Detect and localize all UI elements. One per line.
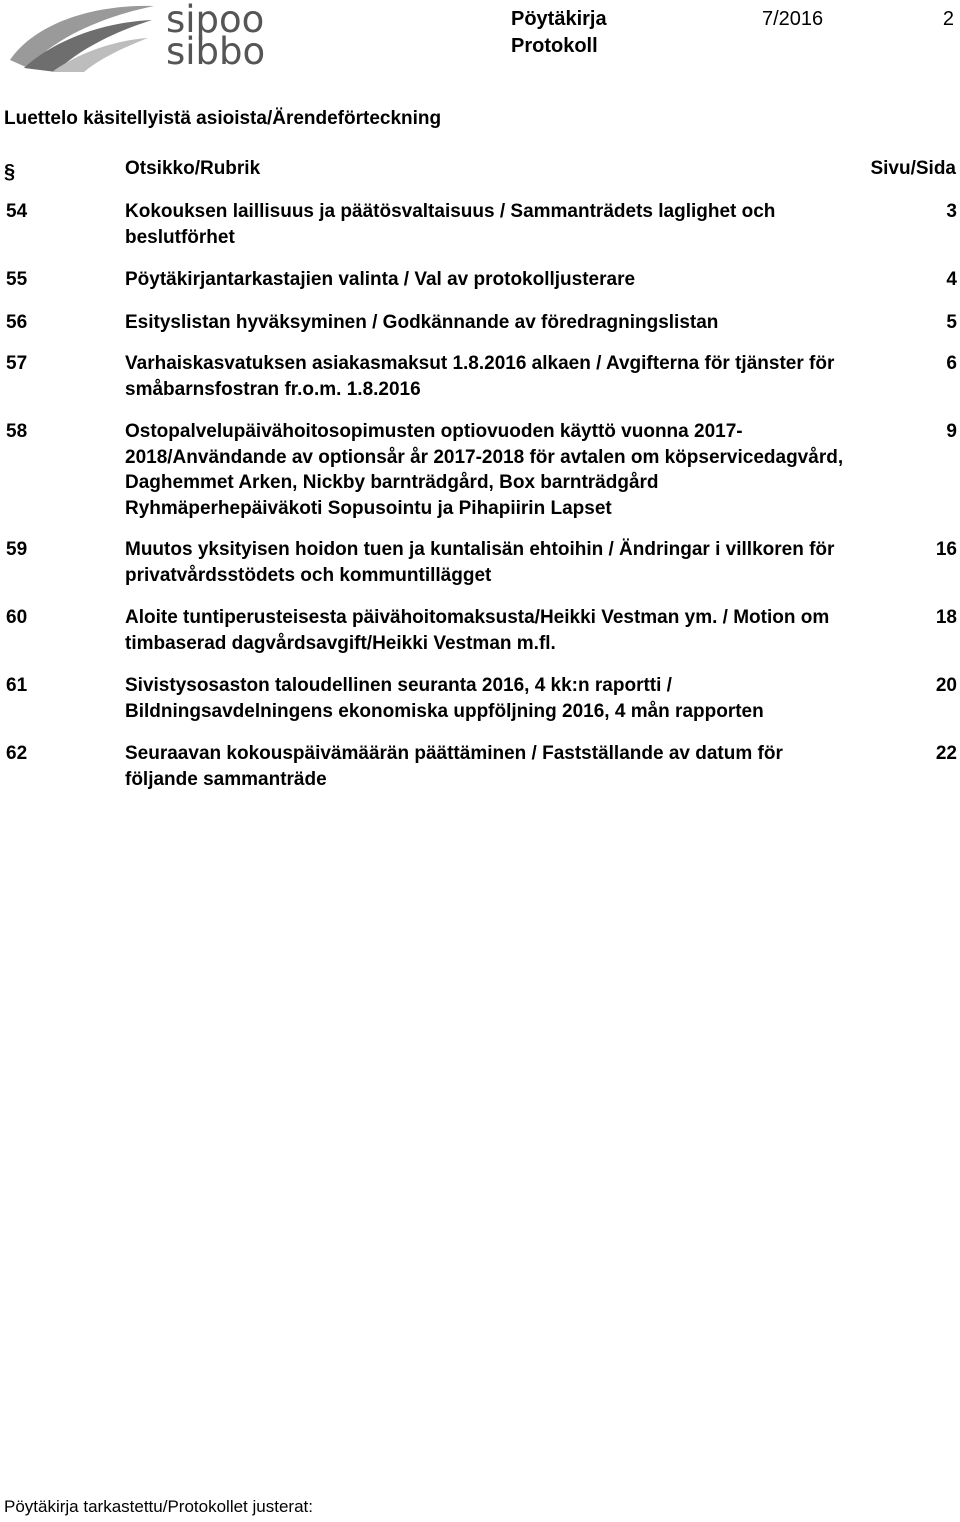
doc-type-sv: Protokoll — [511, 35, 598, 57]
meeting-number: 7/2016 — [762, 8, 824, 30]
item-page: 18 — [935, 607, 957, 628]
item-title: Sivistysosaston taloudellinen seuranta 2016, 4 kk:n raportti / Bildningsavdelningens ekonomiska uppföljning 2016, 4 mån rapporten — [125, 675, 764, 722]
sipoo-sibbo-logo — [6, 0, 266, 74]
column-header-page: Sivu/Sida — [870, 158, 956, 179]
item-title: Muutos yksityisen hoidon tuen ja kuntalisän ehtoihin / Ändringar i villkoren för privatvårdsstödets och kommuntillägget — [125, 539, 835, 586]
page-number: 2 — [942, 8, 954, 30]
footer-checked-by: Pöytäkirja tarkastettu/Protokollet justerat: — [4, 1497, 313, 1516]
item-page: 6 — [946, 353, 957, 374]
item-number: 56 — [6, 312, 28, 333]
item-number: 60 — [6, 607, 28, 628]
item-title: Kokouksen laillisuus ja päätösvaltaisuus / Sammanträdets laglighet och beslutförhet — [125, 201, 776, 248]
logo-swoosh-icon — [6, 2, 156, 74]
item-page: 22 — [935, 743, 957, 764]
item-page: 16 — [935, 539, 957, 560]
item-title: Seuraavan kokouspäivämäärän päättäminen / Fastställande av datum för följande sammanträde — [125, 743, 783, 790]
section-symbol-icon: § — [4, 161, 16, 183]
item-number: 62 — [6, 743, 28, 764]
item-title: Pöytäkirjantarkastajien valinta / Val av protokolljusterare — [125, 269, 636, 290]
item-page: 9 — [946, 421, 957, 442]
item-number: 55 — [6, 269, 28, 290]
item-page: 20 — [935, 675, 957, 696]
item-number: 54 — [6, 201, 28, 222]
item-title: Varhaiskasvatuksen asiakasmaksut 1.8.2016 alkaen / Avgifterna för tjänster för småbarnsfostran fr.o.m. 1.8.2016 — [125, 353, 835, 400]
logo-text-sv: sibbo — [166, 30, 266, 73]
logo-text-fi: sipoo — [166, 0, 265, 41]
item-title: Esityslistan hyväksyminen / Godkännande av föredragningslistan — [125, 312, 719, 333]
item-page: 5 — [946, 312, 957, 333]
item-title: Aloite tuntiperusteisesta päivähoitomaksusta/Heikki Vestman ym. / Motion om timbaserad dagvårdsavgift/Heikki Vestman m.fl. — [125, 607, 830, 654]
list-title: Luettelo käsitellyistä asioista/Ärendeförteckning — [4, 108, 442, 129]
item-title: Ostopalvelupäivähoitosopimusten optiovuoden käyttö vuonna 2017-2018/Användande av optionsår år 2017-2018 för avtalen om köpservicedagvård, Daghemmet Arken, Nickby barnträdgård, Box barnträdgård Ryhmäperhepäiväkoti Sopusointu ja Pihapiirin Lapset — [125, 421, 844, 519]
item-number: 58 — [6, 421, 28, 442]
item-page: 3 — [946, 201, 957, 222]
doc-type-fi: Pöytäkirja — [511, 8, 607, 30]
item-number: 61 — [6, 675, 28, 696]
column-header-title: Otsikko/Rubrik — [125, 158, 261, 179]
item-number: 57 — [6, 353, 28, 374]
item-number: 59 — [6, 539, 28, 560]
item-page: 4 — [946, 269, 957, 290]
